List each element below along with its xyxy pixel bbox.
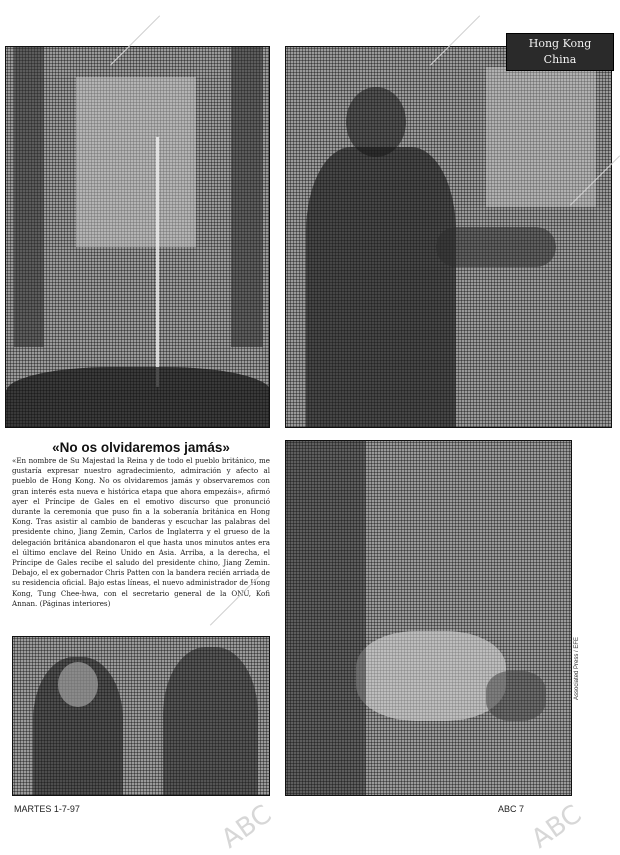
- ceremony-hall-photo: [5, 46, 270, 428]
- prince-greeting-photo: [285, 46, 612, 428]
- patten-flag-photo: [285, 440, 572, 796]
- article-headline: «No os olvidaremos jamás»: [52, 440, 230, 455]
- footer-page-number: ABC 7: [498, 804, 525, 814]
- hall-column-left: [14, 47, 44, 347]
- article-body: «En nombre de Su Majestad la Reina y de todo el pueblo británico, me gustaría expresar nuestro agradecimiento, admiración y afecto al pueblo de Hong Kong. No os olvidaremos jamás y observaremos con gran interés esta nueva e histórica etapa que ahora empezáis», afirmó ayer el Príncipe de Gales en el emotivo discurso que pronunció durante la ceremonia que puso fin a la soberanía británica en Hong Kong. Tras asistir al cambio de banderas y escuchar las palabras del presidente chino, Jiang Zemin, Carlos de Inglaterra y el grueso de la delegación británica abandonaron el que hasta unos minutos antes era el último enclave del Reino Unido en Asia. Arriba, a la derecha, el Príncipe de Gales recibe el saludo del presidente chino, Jiang Zemin. Debajo, el ex gobernador Chris Patten con la bandera recién arriada de su residencia oficial. Bajo estas líneas, el nuevo administrador de Hong Kong, Tung Chee-hwa, con el secretario general de la ONU, Kofi Annan. (Páginas interiores): [12, 456, 270, 608]
- folded-flag: [356, 631, 506, 721]
- footer-date: MARTES 1-7-97: [14, 804, 80, 814]
- person-right: [163, 647, 258, 796]
- section-tag-line1: Hong Kong: [528, 37, 592, 50]
- handshake-arm: [436, 227, 556, 267]
- section-tag-line2: China: [543, 53, 577, 66]
- patten-figure: [286, 441, 366, 796]
- watermark-2: ABC: [526, 799, 588, 855]
- administrator-photo: [12, 636, 270, 796]
- hands: [486, 671, 546, 721]
- audience-silhouettes: [6, 367, 270, 428]
- watermark-1: ABC: [216, 799, 278, 855]
- flag-pole: [156, 137, 159, 387]
- background-wall: [486, 67, 596, 207]
- section-tag: [506, 33, 614, 71]
- hall-column-right: [231, 47, 263, 347]
- figure-suit: [306, 147, 456, 428]
- hall-window: [76, 77, 196, 247]
- person-left-face: [58, 662, 98, 707]
- photo-credit: Associated Press / EFE: [574, 636, 580, 700]
